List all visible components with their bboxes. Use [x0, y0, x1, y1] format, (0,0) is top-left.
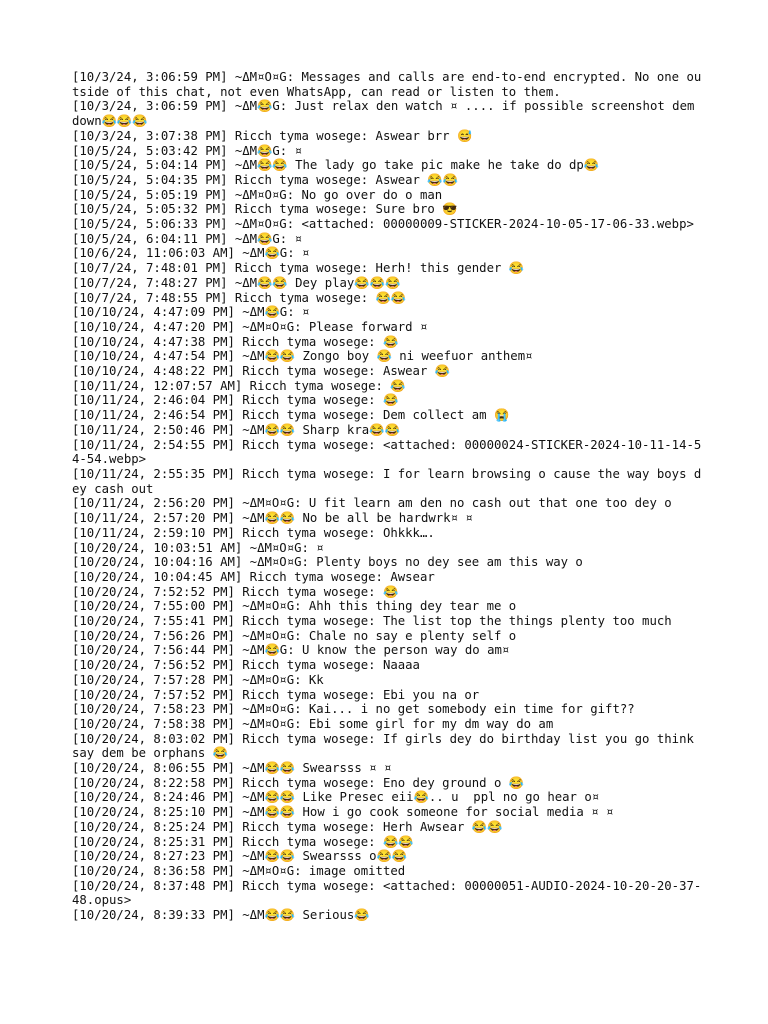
chat-message-line: [10/5/24, 5:04:35 PM] Ricch tyma wosege: Aswear 😂😂	[72, 172, 458, 187]
chat-message-line: [10/10/24, 4:47:20 PM] ~ΔM¤O¤G: Please forward ¤	[72, 319, 428, 334]
chat-message-line: [10/11/24, 2:50:46 PM] ~ΔM😂😂 Sharp kra😂😂	[72, 422, 400, 437]
chat-message-line: [10/11/24, 2:55:35 PM] Ricch tyma wosege: I for learn browsing o cause the way boys dey cash out	[72, 466, 702, 496]
chat-message-line: [10/10/24, 4:47:09 PM] ~ΔM😂G: ¤	[72, 305, 310, 320]
chat-message-line: [10/11/24, 2:46:04 PM] Ricch tyma wosege: 😂	[72, 393, 399, 408]
chat-message-line: [10/3/24, 3:06:59 PM] ~ΔM¤O¤G: Messages and calls are end-to-end encrypted. No one outside of this chat, not even WhatsApp, can read or listen to them.	[72, 70, 702, 99]
chat-message-line: [10/10/24, 4:48:22 PM] Ricch tyma wosege: Aswear 😂	[72, 364, 451, 379]
chat-message-line: [10/20/24, 8:25:24 PM] Ricch tyma wosege: Herh Awsear 😂😂	[72, 819, 503, 834]
chat-message-line: [10/11/24, 2:54:55 PM] Ricch tyma wosege: <attached: 00000024-STICKER-2024-10-11-14-54-54.webp>	[72, 437, 702, 467]
chat-message-line: [10/6/24, 11:06:03 AM] ~ΔM😂G: ¤	[72, 246, 310, 261]
chat-message-line: [10/20/24, 10:04:45 AM] Ricch tyma wosege: Awsear	[72, 569, 435, 584]
chat-message-line: [10/10/24, 4:47:38 PM] Ricch tyma wosege: 😂	[72, 334, 399, 349]
chat-message-line: [10/5/24, 5:04:14 PM] ~ΔM😂😂 The lady go take pic make he take do dp😂	[72, 158, 600, 173]
chat-message-line: [10/5/24, 5:03:42 PM] ~ΔM😂G: ¤	[72, 143, 303, 158]
chat-message-line: [10/20/24, 8:36:58 PM] ~ΔM¤O¤G: image omitted	[72, 863, 406, 878]
chat-message-line: [10/20/24, 7:58:38 PM] ~ΔM¤O¤G: Ebi some girl for my dm way do am	[72, 716, 554, 731]
chat-message-line: [10/20/24, 7:56:44 PM] ~ΔM😂G: U know the person way do am¤	[72, 643, 510, 658]
chat-message-line: [10/20/24, 7:55:00 PM] ~ΔM¤O¤G: Ahh this thing dey tear me o	[72, 599, 517, 614]
chat-message-line: [10/3/24, 3:07:38 PM] Ricch tyma wosege: Aswear brr 😅	[72, 128, 473, 143]
chat-message-line: [10/20/24, 7:55:41 PM] Ricch tyma wosege: The list top the things plenty too much	[72, 614, 672, 629]
chat-message-line: [10/20/24, 10:03:51 AM] ~ΔM¤O¤G: ¤	[72, 540, 324, 555]
chat-message-line: [10/5/24, 6:04:11 PM] ~ΔM😂G: ¤	[72, 231, 303, 246]
chat-message-line: [10/20/24, 7:58:23 PM] ~ΔM¤O¤G: Kai... i no get somebody ein time for gift??	[72, 702, 635, 717]
chat-message-line: [10/20/24, 8:25:31 PM] Ricch tyma wosege: 😂😂	[72, 834, 414, 849]
chat-message-line: [10/11/24, 2:59:10 PM] Ricch tyma wosege: Ohkkk….	[72, 525, 435, 540]
chat-message-line: [10/11/24, 12:07:57 AM] Ricch tyma wosege: 😂	[72, 378, 406, 393]
chat-message-line: [10/20/24, 7:56:52 PM] Ricch tyma wosege: Naaaa	[72, 658, 420, 673]
chat-message-line: [10/20/24, 8:22:58 PM] Ricch tyma wosege: Eno dey ground o 😂	[72, 775, 525, 790]
chat-message-line: [10/5/24, 5:05:19 PM] ~ΔM¤O¤G: No go over do o man	[72, 187, 443, 202]
chat-message-line: [10/20/24, 10:04:16 AM] ~ΔM¤O¤G: Plenty boys no dey see am this way o	[72, 555, 583, 570]
chat-message-line: [10/20/24, 8:37:48 PM] Ricch tyma wosege: <attached: 00000051-AUDIO-2024-10-20-20-37-48.opus>	[72, 878, 702, 908]
chat-message-line: [10/20/24, 8:03:02 PM] Ricch tyma wosege: If girls dey do birthday list you go think say dem be orphans 😂	[72, 731, 702, 761]
chat-message-line: [10/5/24, 5:05:32 PM] Ricch tyma wosege: Sure bro 😎	[72, 202, 458, 217]
chat-message-line: [10/5/24, 5:06:33 PM] ~ΔM¤O¤G: <attached: 00000009-STICKER-2024-10-05-17-06-33.webp>	[72, 217, 694, 232]
chat-message-line: [10/3/24, 3:06:59 PM] ~ΔM😂G: Just relax den watch ¤ .... if possible screenshot dem down😂😂😂	[72, 99, 702, 129]
chat-message-line: [10/7/24, 7:48:27 PM] ~ΔM😂😂 Dey play😂😂😂	[72, 275, 401, 290]
chat-message-line: [10/20/24, 8:27:23 PM] ~ΔM😂😂 Swearsss o😂😂	[72, 849, 408, 864]
chat-message-line: [10/11/24, 2:56:20 PM] ~ΔM¤O¤G: U fit learn am den no cash out that one too dey o	[72, 496, 672, 511]
chat-message-line: [10/7/24, 7:48:01 PM] Ricch tyma wosege: Herh! this gender 😂	[72, 261, 525, 276]
chat-message-line: [10/20/24, 7:56:26 PM] ~ΔM¤O¤G: Chale no say e plenty self o	[72, 628, 517, 643]
chat-message-line: [10/20/24, 8:39:33 PM] ~ΔM😂😂 Serious😂	[72, 908, 370, 923]
chat-message-line: [10/20/24, 8:24:46 PM] ~ΔM😂😂 Like Presec eii😂.. u ppl no go hear o¤	[72, 790, 600, 805]
chat-message-line: [10/7/24, 7:48:55 PM] Ricch tyma wosege: 😂😂	[72, 290, 407, 305]
chat-message-line: [10/10/24, 4:47:54 PM] ~ΔM😂😂 Zongo boy 😂 ni weefuor anthem¤	[72, 349, 533, 364]
chat-message-line: [10/20/24, 8:06:55 PM] ~ΔM😂😂 Swearsss ¤ ¤	[72, 761, 392, 776]
chat-message-line: [10/20/24, 8:25:10 PM] ~ΔM😂😂 How i go cook someone for social media ¤ ¤	[72, 805, 614, 820]
chat-message-line: [10/11/24, 2:46:54 PM] Ricch tyma wosege: Dem collect am 😭	[72, 408, 510, 423]
chat-message-line: [10/20/24, 7:57:52 PM] Ricch tyma wosege: Ebi you na or	[72, 687, 480, 702]
chat-transcript	[72, 70, 702, 923]
chat-message-line: [10/20/24, 7:52:52 PM] Ricch tyma wosege: 😂	[72, 584, 399, 599]
chat-message-line: [10/20/24, 7:57:28 PM] ~ΔM¤O¤G: Kk	[72, 672, 324, 687]
chat-message-line: [10/11/24, 2:57:20 PM] ~ΔM😂😂 No be all be hardwrk¤ ¤	[72, 511, 473, 526]
